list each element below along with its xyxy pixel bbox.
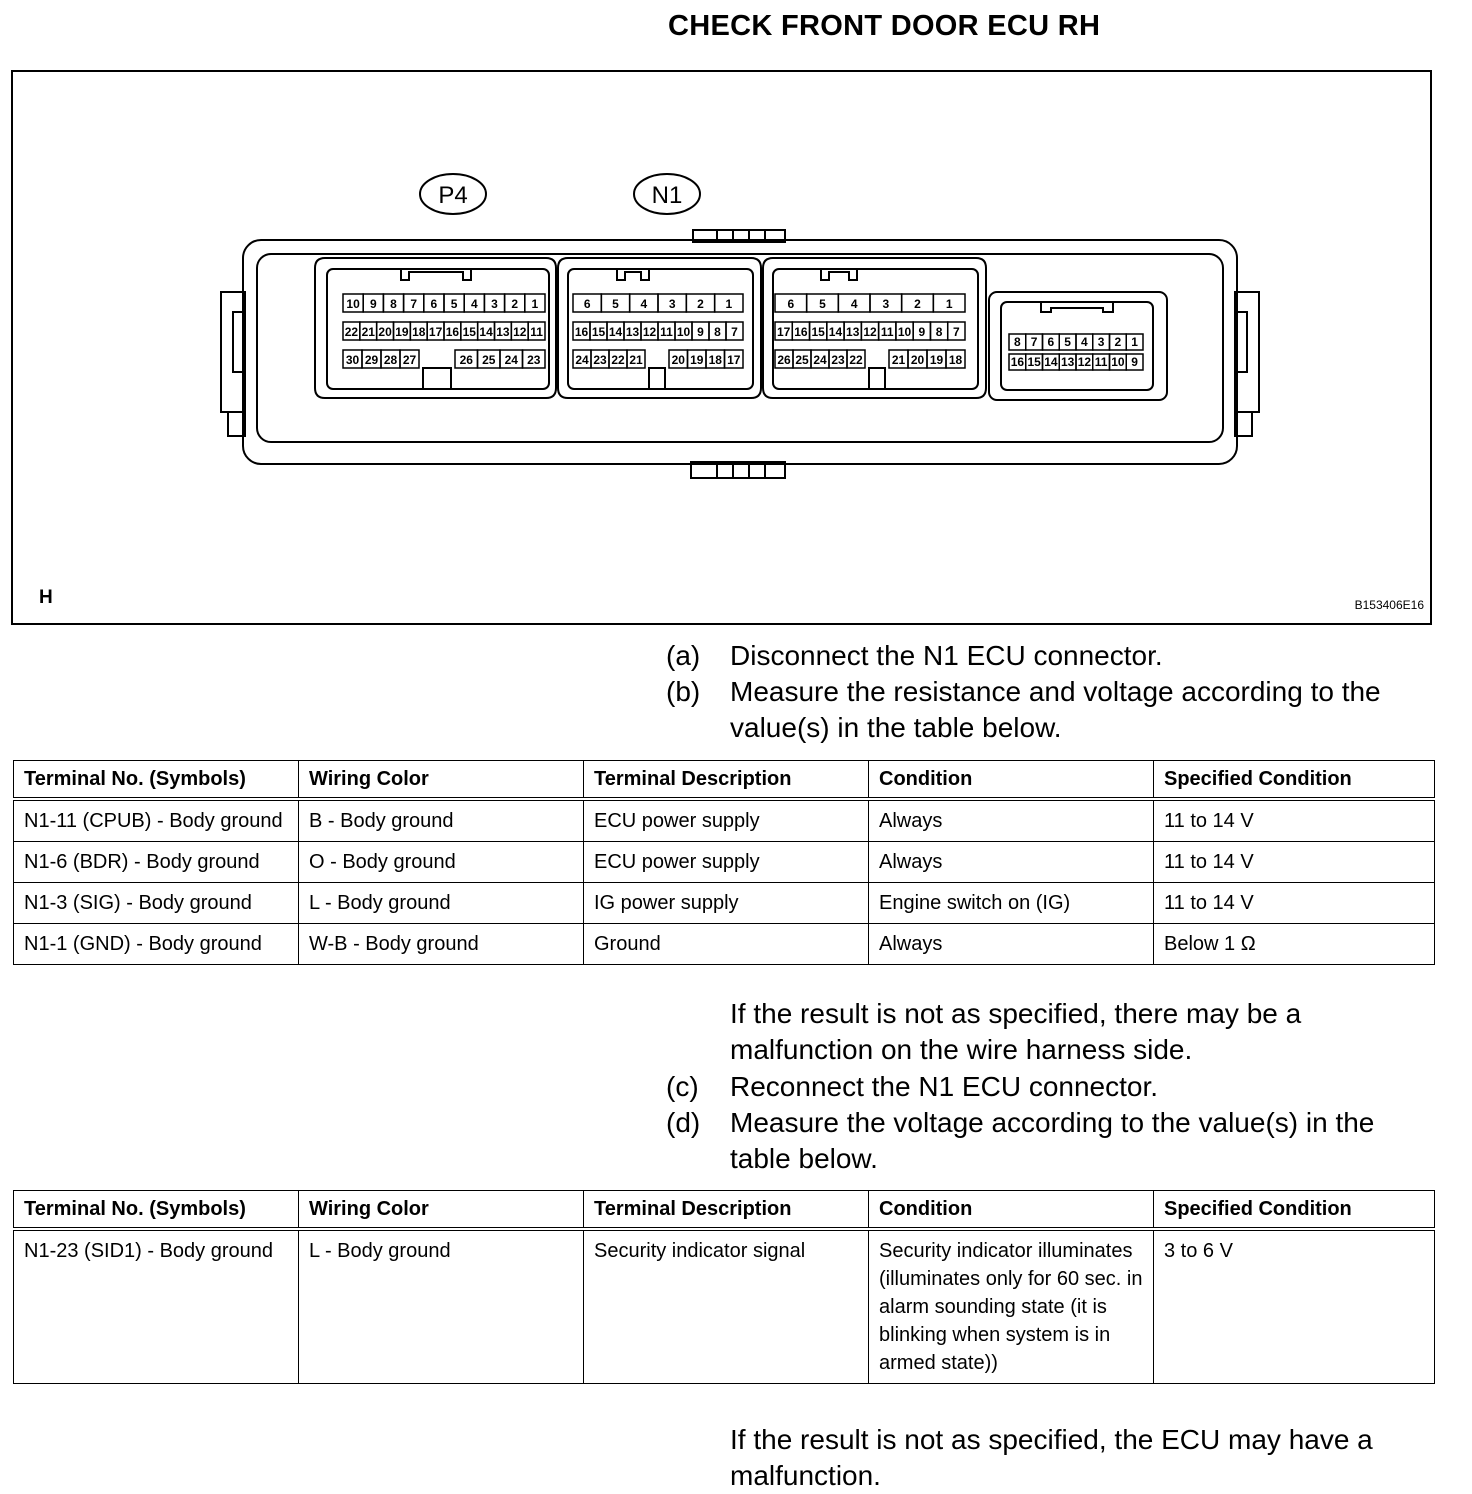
cell: Below 1 Ω (1154, 924, 1435, 965)
table-row (14, 799, 1435, 842)
pin-number: 5 (612, 297, 619, 311)
cell: 11 to 14 V (1154, 799, 1435, 842)
pin-number: 16 (1010, 355, 1025, 369)
pin-number: 12 (642, 325, 657, 339)
cell: ECU power supply (584, 799, 869, 842)
connector-figure (11, 70, 1432, 625)
pin-number: 18 (948, 353, 963, 367)
cell: Always (869, 924, 1154, 965)
pin-number: 21 (629, 353, 643, 367)
pin-number: 8 (935, 325, 943, 339)
pin-number: 14 (828, 325, 843, 339)
pin-number: 30 (345, 353, 360, 367)
pin-number: 5 (1064, 335, 1071, 349)
step-c: (c) Reconnect the N1 ECU connector. (666, 1071, 1159, 1102)
pin-number: 2 (914, 297, 921, 311)
table-row (14, 1229, 1435, 1384)
pin-number: 19 (395, 325, 409, 339)
pin-number: 9 (918, 325, 926, 339)
page-title: CHECK FRONT DOOR ECU RH (668, 10, 1101, 42)
header-terminal: Terminal No. (Symbols) (14, 761, 299, 800)
pin-number: 7 (731, 325, 738, 339)
pin-number: 8 (1014, 335, 1021, 349)
cell: IG power supply (584, 883, 869, 924)
pin-number: 8 (390, 297, 397, 311)
pin-number: 2 (697, 297, 704, 311)
cell: L - Body ground (299, 883, 584, 924)
table-row (14, 883, 1435, 924)
cell: 11 to 14 V (1154, 883, 1435, 924)
pin-number: 23 (527, 353, 541, 367)
pin-number: 25 (795, 353, 809, 367)
pin-number: 15 (811, 325, 825, 339)
table-row (14, 842, 1435, 883)
pin-number: 11 (660, 325, 673, 339)
pin-number: 9 (1131, 355, 1138, 369)
cell: Engine switch on (IG) (869, 883, 1154, 924)
pin-number: 13 (625, 325, 640, 339)
cell: Always (869, 842, 1154, 883)
step-a: (a) Disconnect the N1 ECU connector. (666, 640, 1163, 671)
pin-number: 15 (462, 325, 476, 339)
pin-number: 6 (787, 297, 795, 311)
cell: 3 to 6 V (1154, 1229, 1435, 1384)
cell: O - Body ground (299, 842, 584, 883)
steps-ab (666, 638, 1420, 746)
cell: Security indicator signal (584, 1229, 869, 1384)
pin-number: 26 (459, 353, 473, 367)
table-header-row (14, 761, 1435, 800)
pin-number: 22 (344, 325, 359, 339)
cell: W-B - Body ground (299, 924, 584, 965)
pin-number: 24 (813, 353, 827, 367)
cell: N1-1 (GND) - Body ground (14, 924, 299, 965)
cell: N1-3 (SIG) - Body ground (14, 883, 299, 924)
pin-number: 14 (608, 325, 623, 339)
pin-number: 6 (1047, 335, 1055, 349)
header-wiring: Wiring Color (299, 1191, 584, 1230)
cell: N1-6 (BDR) - Body ground (14, 842, 299, 883)
pin-number: 23 (593, 353, 607, 367)
measurement-table-1 (13, 760, 1435, 965)
pin-number: 15 (591, 325, 606, 339)
pin-number: 7 (1030, 335, 1038, 349)
header-description: Terminal Description (584, 761, 869, 800)
pin-number: 9 (697, 325, 704, 339)
pin-number: 20 (378, 325, 392, 339)
ecu-connector-diagram (13, 72, 1430, 623)
pin-number: 1 (945, 297, 953, 311)
pin-number: 1 (531, 297, 539, 311)
connector-label: N1 (651, 182, 683, 209)
pin-number: 17 (727, 353, 741, 367)
cell: Security indicator illuminates (illuminates only for 60 sec. in alarm sounding state (it is blinking when system is in armed state)) (869, 1229, 1154, 1384)
pin-number: 6 (430, 297, 438, 311)
table-header-row (14, 1191, 1435, 1230)
pin-number: 19 (690, 353, 704, 367)
pin-number: 20 (671, 353, 685, 367)
pin-number: 21 (361, 325, 375, 339)
pin-number: 2 (511, 297, 519, 311)
pin-number: 19 (929, 353, 944, 367)
cell: B - Body ground (299, 799, 584, 842)
pin-number: 18 (708, 353, 722, 367)
pin-number: 21 (891, 353, 906, 367)
pin-number: 13 (1060, 355, 1075, 369)
header-terminal: Terminal No. (Symbols) (14, 1191, 299, 1230)
header-description: Terminal Description (584, 1191, 869, 1230)
pin-number: 11 (1094, 355, 1108, 369)
pin-number: 27 (402, 353, 417, 367)
connector-label: P4 (438, 182, 468, 209)
cell: N1-23 (SID1) - Body ground (14, 1229, 299, 1384)
pin-number: 20 (910, 353, 925, 367)
pin-number: 26 (777, 353, 791, 367)
pin-number: 10 (346, 297, 360, 311)
figure-view-label: H (39, 587, 53, 608)
step-b: (b) Measure the resistance and voltage according to the value(s) in the table below. (666, 676, 1381, 743)
pin-number: 23 (831, 353, 845, 367)
pin-number: 8 (714, 325, 721, 339)
pin-number: 14 (479, 325, 493, 339)
pin-number: 10 (676, 325, 691, 339)
header-condition: Condition (869, 761, 1154, 800)
pin-number: 11 (880, 325, 894, 339)
pin-number: 16 (445, 325, 460, 339)
pin-number: 9 (369, 297, 377, 311)
pin-number: 15 (1027, 355, 1041, 369)
header-condition: Condition (869, 1191, 1154, 1230)
pin-number: 24 (575, 353, 589, 367)
header-wiring: Wiring Color (299, 761, 584, 800)
pin-number: 12 (863, 325, 877, 339)
table-row (14, 924, 1435, 965)
cell: ECU power supply (584, 842, 869, 883)
pin-number: 14 (1044, 355, 1058, 369)
pin-number: 5 (450, 297, 458, 311)
pin-number: 24 (504, 353, 518, 367)
pin-number: 13 (846, 325, 860, 339)
steps-cd (666, 1069, 1420, 1177)
header-specified: Specified Condition (1154, 1191, 1435, 1230)
pin-number: 10 (897, 325, 912, 339)
pin-number: 22 (611, 353, 625, 367)
cell: Ground (584, 924, 869, 965)
pin-number: 11 (530, 325, 543, 339)
pin-number: 3 (668, 297, 676, 311)
pin-number: 16 (794, 325, 808, 339)
pin-number: 25 (482, 353, 496, 367)
pin-number: 17 (776, 325, 791, 339)
pin-number: 12 (1077, 355, 1092, 369)
pin-number: 4 (1081, 335, 1088, 349)
header-specified: Specified Condition (1154, 761, 1435, 800)
pin-number: 2 (1114, 335, 1122, 349)
cell: N1-11 (CPUB) - Body ground (14, 799, 299, 842)
note-wire-harness: If the result is not as specified, there may be a malfunction on the wire harness side. (730, 998, 1302, 1065)
pin-number: 4 (850, 297, 858, 311)
note-ecu-malfunction: If the result is not as specified, the ECU may have a malfunction. (730, 1424, 1373, 1491)
pin-number: 7 (953, 325, 960, 339)
pin-number: 12 (513, 325, 527, 339)
pin-number: 17 (428, 325, 443, 339)
pin-number: 3 (1097, 335, 1105, 349)
pin-number: 1 (1131, 335, 1138, 349)
figure-code: B153406E16 (1354, 598, 1424, 612)
pin-number: 6 (583, 297, 591, 311)
pin-number: 1 (725, 297, 733, 311)
pin-number: 29 (364, 353, 379, 367)
pin-number: 13 (496, 325, 510, 339)
pin-number: 4 (640, 297, 648, 311)
step-d: (d) Measure the voltage according to the value(s) in the table below. (666, 1107, 1375, 1174)
pin-number: 3 (491, 297, 498, 311)
cell: Always (869, 799, 1154, 842)
measurement-table-2 (13, 1190, 1435, 1384)
pin-number: 18 (412, 325, 426, 339)
pin-number: 3 (882, 297, 890, 311)
pin-number: 5 (819, 297, 826, 311)
pin-number: 22 (849, 353, 863, 367)
cell: 11 to 14 V (1154, 842, 1435, 883)
pin-number: 7 (410, 297, 418, 311)
pin-number: 4 (470, 297, 478, 311)
pin-number: 28 (383, 353, 398, 367)
cell: L - Body ground (299, 1229, 584, 1384)
pin-number: 16 (574, 325, 589, 339)
pin-number: 10 (1111, 355, 1125, 369)
